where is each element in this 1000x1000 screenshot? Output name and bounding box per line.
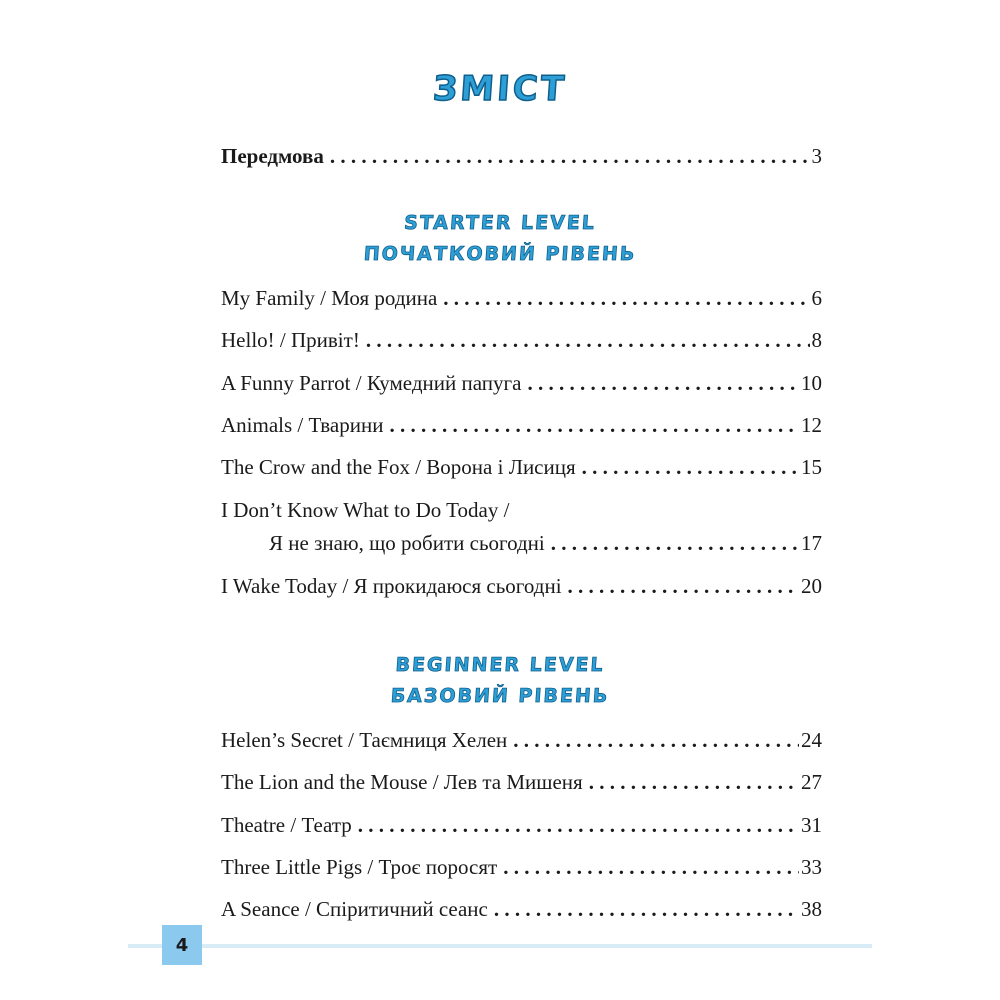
toc-entry-title: Hello! / Привіт! bbox=[221, 328, 360, 352]
dot-leader bbox=[443, 288, 809, 309]
toc-entry-title: Я не знаю, що робити сьогодні bbox=[269, 531, 545, 555]
toc-entry[interactable] bbox=[221, 772, 822, 793]
toc-entry-title: Animals / Тварини bbox=[221, 413, 384, 437]
dot-leader bbox=[568, 576, 799, 597]
toc-entry-preface[interactable] bbox=[221, 146, 822, 167]
toc-entry-title: Three Little Pigs / Троє поросят bbox=[221, 855, 498, 879]
toc-entry-page: 3 bbox=[811, 144, 822, 168]
toc-entry[interactable] bbox=[221, 730, 822, 751]
toc-entry-page: 10 bbox=[801, 371, 822, 395]
dot-leader bbox=[527, 373, 799, 394]
section-heading-beginner-en: BEGINNER LEVEL bbox=[394, 654, 606, 676]
page-title: ЗМІСТ bbox=[431, 69, 569, 109]
toc-entry-title: I Wake Today / Я прокидаюся сьогодні bbox=[221, 574, 562, 598]
toc-entry-title: A Seance / Спіритичний сеанс bbox=[221, 897, 488, 921]
toc-entry-page: 8 bbox=[811, 328, 822, 352]
toc-entry-title: Theatre / Театр bbox=[221, 813, 352, 837]
toc-entry-page: 33 bbox=[801, 855, 822, 879]
toc-entry-page: 6 bbox=[811, 286, 822, 310]
toc-entry[interactable] bbox=[221, 857, 822, 878]
toc-entry[interactable] bbox=[221, 457, 822, 478]
toc-entry[interactable] bbox=[221, 330, 822, 351]
toc-entry-page: 15 bbox=[801, 455, 822, 479]
toc-entry[interactable] bbox=[221, 288, 822, 309]
dot-leader bbox=[589, 772, 799, 793]
toc-entry[interactable] bbox=[221, 899, 822, 920]
toc-entry-page: 20 bbox=[801, 574, 822, 598]
dot-leader bbox=[366, 330, 810, 351]
toc-entry[interactable] bbox=[221, 415, 822, 436]
toc-entry-title: The Lion and the Mouse / Лев та Мишеня bbox=[221, 770, 583, 794]
section-heading-starter-en: STARTER LEVEL bbox=[403, 212, 597, 234]
toc-entry-title: Helen’s Secret / Таємниця Хелен bbox=[221, 728, 508, 752]
footer-divider bbox=[128, 944, 872, 948]
section-heading-starter-ua: ПОЧАТКОВИЙ РІВЕНЬ bbox=[363, 243, 638, 265]
toc-entry-title: A Funny Parrot / Кумедний папуга bbox=[221, 371, 522, 395]
dot-leader bbox=[582, 457, 799, 478]
toc-entry[interactable] bbox=[221, 815, 822, 836]
toc-entry-page: 38 bbox=[801, 897, 822, 921]
toc-entry-page: 24 bbox=[801, 728, 822, 752]
toc-entry-title: Передмова bbox=[221, 144, 324, 168]
toc-entry-page: 27 bbox=[801, 770, 822, 794]
section-heading-beginner-ua: БАЗОВИЙ РІВЕНЬ bbox=[389, 685, 611, 707]
dot-leader bbox=[358, 815, 799, 836]
dot-leader bbox=[503, 857, 799, 878]
dot-leader bbox=[513, 730, 799, 751]
dot-leader bbox=[389, 415, 799, 436]
page-number-badge bbox=[162, 925, 202, 965]
dot-leader bbox=[551, 533, 799, 554]
toc-entry-page: 31 bbox=[801, 813, 822, 837]
dot-leader bbox=[330, 146, 810, 167]
toc-entry-page: 17 bbox=[801, 531, 822, 555]
toc-entry[interactable] bbox=[221, 533, 822, 554]
toc-entry-title: My Family / Моя родина bbox=[221, 286, 438, 310]
toc-entry-title: The Crow and the Fox / Ворона і Лисиця bbox=[221, 455, 576, 479]
toc-entry[interactable] bbox=[221, 373, 822, 394]
dot-leader bbox=[494, 899, 799, 920]
toc-entry-page: 12 bbox=[801, 413, 822, 437]
toc-entry[interactable] bbox=[221, 576, 822, 597]
toc-entry-title-line1[interactable]: I Don’t Know What to Do Today / bbox=[221, 498, 510, 522]
page-number: 4 bbox=[175, 934, 189, 956]
